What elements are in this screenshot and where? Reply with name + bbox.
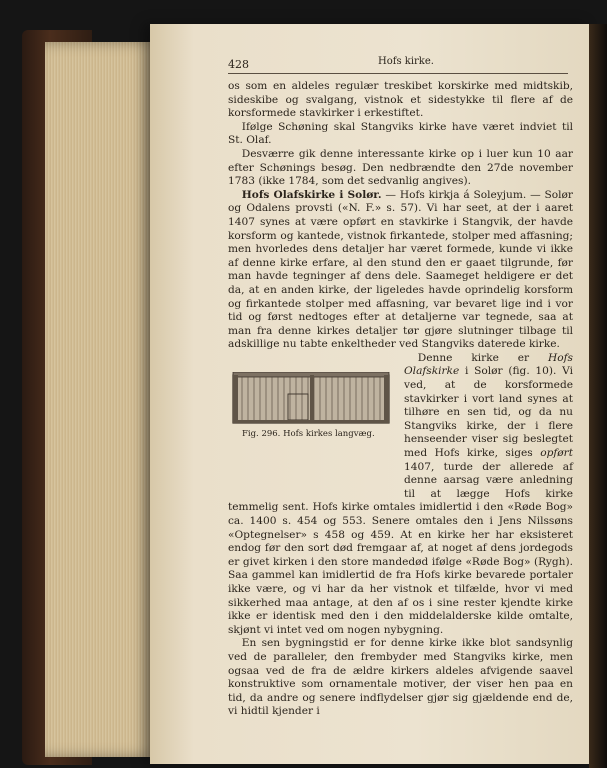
paragraph-5-emphasis-a: Hofs Olafskirke xyxy=(404,351,573,378)
running-title: Hofs kirke. xyxy=(378,56,434,67)
paragraph-3: Desværre gik denne interessante kirke op i luer kun 10 aar efter Schønings besøg. Den nedbrændte den 27de november 1783 (ikke 1784, som det sedvanlig angives). xyxy=(228,147,573,188)
section-heading: Hofs Olafskirke i Solør. xyxy=(241,188,382,201)
body-text xyxy=(228,80,573,719)
paragraph-4 xyxy=(228,189,573,352)
paragraph-6: En sen bygningstid er for denne kirke ikke blot sandsynlig ved de paralleler, den frembyder med Stangviks kirke, men ogsaa ved de fra de ældre kirkers aldeles afvigende saavel konstruktive som ornamentale motiver, der viser hen paa en tid, da andre og senere indflydelser gjør sig gjældende end de, vi hidtil kjender i xyxy=(228,637,573,718)
paragraph-2: Ifølge Schøning skal Stangviks kirke have været indviet til St. Olaf. xyxy=(228,120,573,147)
paragraph-5-emphasis-b: opført xyxy=(540,447,573,460)
page-header xyxy=(228,54,582,72)
paragraph-1: os som en aldeles regulær treskibet korskirke med midtskib, sideskibe og svalgang, vistnok et sidestykke til flere af de korsformede stavkirker i erkestiftet. xyxy=(228,80,573,120)
paragraph-5-text-b: i Solør (fig. 10). Vi ved, at de korsformede stavkirker i vort land synes at tilhøre en sen tid, og da nu Stangviks kirke, der i flere henseender viser sig beslegtet med Hofs kirke, siges xyxy=(404,365,573,460)
figure-296 xyxy=(228,354,396,486)
header-rule xyxy=(228,73,568,74)
right-shadow xyxy=(589,24,607,768)
church-wall-illustration xyxy=(232,372,392,428)
paragraph-5-text-a: Denne kirke er xyxy=(417,351,549,364)
page-edges xyxy=(45,42,157,757)
paragraph-5-text-c: 1407, turde der allerede af denne aarsag være anledning til at lægge Hofs kirke temmelig sent. Hofs kirke omtales imidlertid i den «Røde Bog» ca. 1400 s. 454 og 553. Senere omtales den i Jens Nilssøns «Optegnelser» s 458 og 459. At en kirke her har eksisteret endog før den sort død fremgaar af, at noget af dens jordegods er givet kirken i den store mandedød ifølge «Røde Bog» (Rygh). Saa gammel kan imidlertid de fra Hofs kirke bevarede portaler ikke være, og vi har da her vistnok et tilfælde, hvor vi med sikkerhed maa antage, at den af os i sine rester kjendte kirke ikke er identisk med den i den middelalderske kilde omtalte, skjønt vi intet ved om nogen nybygning. xyxy=(228,460,573,636)
page-number: 428 xyxy=(228,58,249,71)
paragraph-4-text: — Hofs kirkja á Soleyjum. — Solør og Odalens provsti («N. F.» s. 57). Vi har seet, at der i aaret 1407 synes at være opført en stavkirke i Stangvik, der havde korsform og kantede, vistnok firkantede, stolper med affasning; men hvorledes dens detaljer har været formede, kunde vi ikke af denne kirke erfare, al den stund den er gaaet tilgrunde, før man havde tegninger af dens dele. Saameget heldigere er det da, at en anden kirke, der ligeledes havde oprindelig korsform og firkantede stolper med affasning, var bevaret lige ind i vor tid og først nedtoges efter at detaljerne var tegnede, saa at man fra denne kirkes detaljer tør gjøre slutninger tilbage til adskillige nu tabte enkeltheder ved Stangviks daterede kirke. xyxy=(228,188,573,351)
figure-caption: Fig. 296. Hofs kirkes langvæg. xyxy=(242,428,375,439)
